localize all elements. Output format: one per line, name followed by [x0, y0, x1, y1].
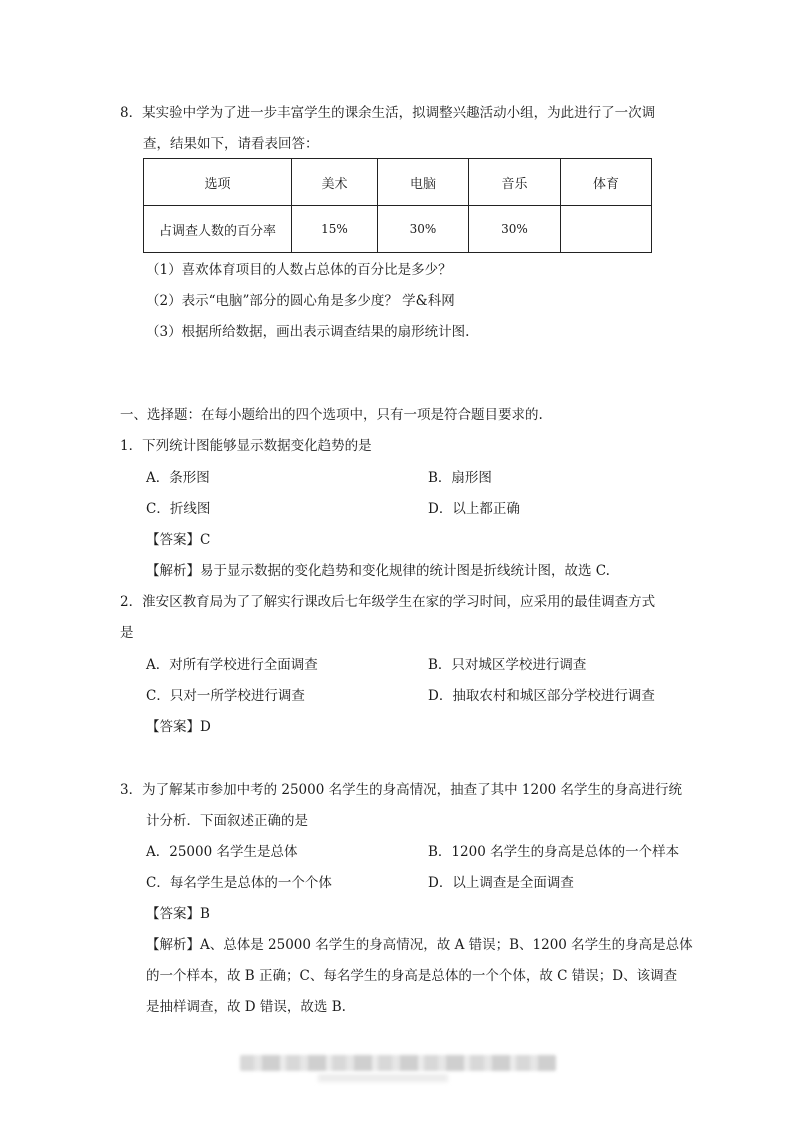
q3-option-d: D．以上调查是全面调查 — [428, 875, 574, 891]
q1-option-a: A．条形图 — [146, 470, 210, 486]
q3-analysis-line1: 【解析】A、总体是 25000 名学生的身高情况，故 A 错误；B、1200 名学生的身高是总体 — [146, 937, 693, 953]
q1-stem: 1．下列统计图能够显示数据变化趋势的是 — [120, 438, 372, 454]
q1-option-c: C．折线图 — [146, 501, 211, 517]
q8-stem-line2: 查，结果如下，请看表回答： — [143, 136, 319, 152]
table-header-cell: 体育 — [561, 159, 652, 206]
q3-option-b: B．1200 名学生的身高是总体的一个样本 — [428, 844, 680, 860]
table-row-label: 占调查人数的百分率 — [144, 206, 292, 253]
q3-option-c: C．每名学生是总体的一个个体 — [146, 875, 332, 891]
q3-analysis-line2: 的一个样本，故 B 正确；C、每名学生的身高是总体的一个个体，故 C 错误；D、该调查 — [146, 968, 678, 984]
q3-stem-line2: 计分析．下面叙述正确的是 — [146, 813, 308, 829]
q2-option-c: C．只对一所学校进行调查 — [146, 688, 305, 704]
footer-watermark — [240, 1055, 556, 1071]
q3-stem-line1: 3．为了解某市参加中考的 25000 名学生的身高情况，抽查了其中 1200 名学生的身高进行统 — [120, 782, 683, 798]
table-cell — [561, 206, 652, 253]
table-header-cell: 音乐 — [469, 159, 561, 206]
table-header-cell: 选项 — [144, 159, 292, 206]
q2-option-d: D．抽取农村和城区部分学校进行调查 — [428, 688, 655, 704]
q3-answer: 【答案】B — [146, 906, 210, 922]
footer-watermark-sub — [318, 1074, 448, 1082]
q2-stem-line1: 2．淮安区教育局为了了解实行课改后七年级学生在家的学习时间，应采用的最佳调查方式 — [120, 594, 656, 610]
q3-analysis-line3: 是抽样调查，故 D 错误，故选 B. — [146, 999, 346, 1015]
table-cell: 15% — [292, 206, 378, 253]
q8-stem-line1: 8．某实验中学为了进一步丰富学生的课余生活，拟调整兴趣活动小组，为此进行了一次调 — [120, 105, 656, 121]
table-row — [144, 206, 652, 253]
q1-analysis: 【解析】易于显示数据的变化趋势和变化规律的统计图是折线统计图，故选 C. — [146, 563, 610, 579]
section-title: 一、选择题：在每小题给出的四个选项中，只有一项是符合题目要求的. — [120, 407, 543, 423]
table-header-cell: 电脑 — [378, 159, 469, 206]
survey-table — [143, 158, 652, 253]
table-cell: 30% — [378, 206, 469, 253]
q1-option-b: B．扇形图 — [428, 470, 492, 486]
q1-answer: 【答案】C — [146, 532, 211, 548]
table-header-cell: 美术 — [292, 159, 378, 206]
q3-option-a: A．25000 名学生是总体 — [146, 844, 298, 860]
q1-option-d: D．以上都正确 — [428, 501, 520, 517]
q8-sub2: （2）表示“电脑”部分的圆心角是多少度？ 学&科网 — [146, 293, 455, 309]
q2-answer: 【答案】D — [146, 719, 211, 735]
q8-sub1: （1）喜欢体育项目的人数占总体的百分比是多少？ — [146, 262, 452, 278]
table-header-row — [144, 159, 652, 206]
q2-option-b: B．只对城区学校进行调查 — [428, 657, 587, 673]
q8-sub3: （3）根据所给数据，画出表示调查结果的扇形统计图. — [146, 324, 470, 340]
table-cell: 30% — [469, 206, 561, 253]
q2-stem-line2: 是 — [120, 625, 134, 641]
q2-option-a: A．对所有学校进行全面调查 — [146, 657, 318, 673]
